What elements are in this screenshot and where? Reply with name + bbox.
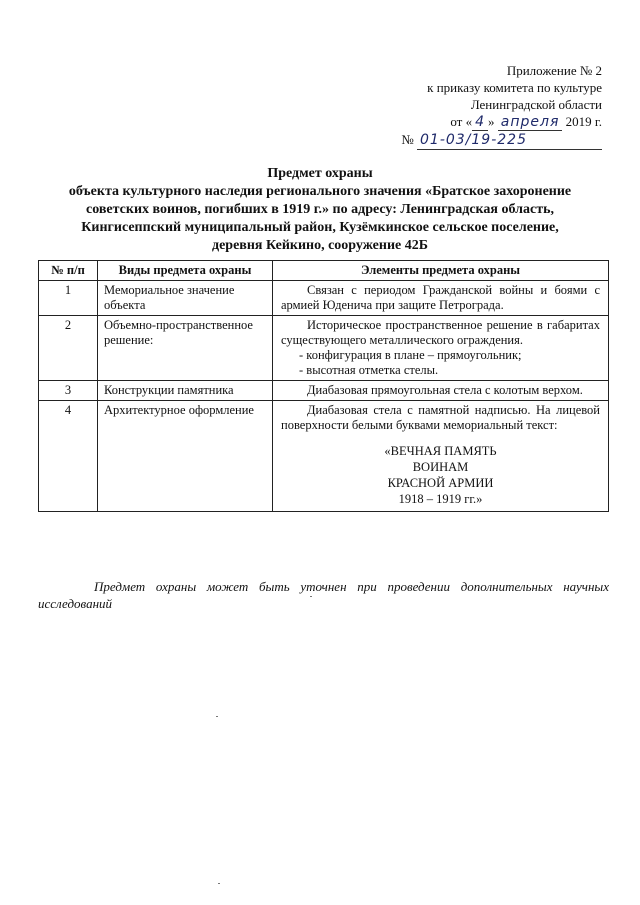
- table-row: [39, 401, 609, 512]
- appendix-region: Ленинградской области: [470, 97, 602, 112]
- table-header-row: [39, 261, 609, 281]
- protection-table: [38, 260, 609, 512]
- row-type: Объемно-пространственное решение:: [98, 316, 273, 381]
- scan-speck: [218, 883, 220, 884]
- row-type: Конструкции памятника: [98, 381, 273, 401]
- memorial-inscription: «ВЕЧНАЯ ПАМЯТЬ ВОИНАМ КРАСНОЙ АРМИИ 1918 – 1919 гг.»: [384, 444, 497, 506]
- appendix-order-ref: к приказу комитета по культуре: [427, 80, 602, 95]
- row-number: 3: [39, 381, 98, 401]
- document-title: Предмет охраны объекта культурного наследия регионального значения «Братское захоронение советских воинов, погибших в 1919 г.» по адресу: Ленинградская область, Кингисеппский муниципальный район, Кузёмкинское сельское поселение, деревня Кейкино, сооружение 42Б: [68, 166, 572, 253]
- row-elements: Историческое пространственное решение в габаритах существующего металлического ограждения. - конфигурация в плане – прямоугольник; - высотная отметка стелы.: [273, 316, 609, 381]
- handwritten-month: апреля: [498, 114, 563, 131]
- table-row: [39, 381, 609, 401]
- column-header-elements: Элементы предмета охраны: [273, 261, 609, 281]
- row-number: 2: [39, 316, 98, 381]
- row-number: 1: [39, 281, 98, 316]
- scan-speck: [310, 596, 312, 597]
- row-elements: Диабазовая прямоугольная стела с колотым верхом.: [273, 381, 609, 401]
- column-header-types: Виды предмета охраны: [98, 261, 273, 281]
- handwritten-number: 01-03/19-225: [420, 132, 527, 148]
- scan-speck: [216, 716, 218, 717]
- appendix-block: [401, 62, 602, 150]
- table-row: [39, 316, 609, 381]
- list-item: - высотная отметка стелы.: [299, 363, 439, 377]
- appendix-number: № 01-03/19-225: [401, 131, 602, 150]
- row-elements: Диабазовая стела с памятной надписью. На лицевой поверхности белыми буквами мемориальный текст: «ВЕЧНАЯ ПАМЯТЬ ВОИНАМ КРАСНОЙ АРМИИ 1918 – 1919 гг.»: [273, 401, 609, 512]
- row-type: Архитектурное оформление: [98, 401, 273, 512]
- list-item: - конфигурация в плане – прямоугольник;: [299, 348, 522, 362]
- table-row: [39, 281, 609, 316]
- footnote: Предмет охраны может быть уточнен при проведении дополнительных научных исследований: [38, 579, 609, 611]
- column-header-number: № п/п: [39, 261, 98, 281]
- row-elements: Связан с периодом Гражданской войны и боями с армией Юденича при защите Петрограда.: [273, 281, 609, 316]
- handwritten-day: 4: [472, 114, 488, 131]
- row-number: 4: [39, 401, 98, 512]
- row-type: Мемориальное значение объекта: [98, 281, 273, 316]
- appendix-title: Приложение № 2: [506, 63, 602, 78]
- appendix-date: от « 4 » апреля 2019 г.: [450, 114, 602, 130]
